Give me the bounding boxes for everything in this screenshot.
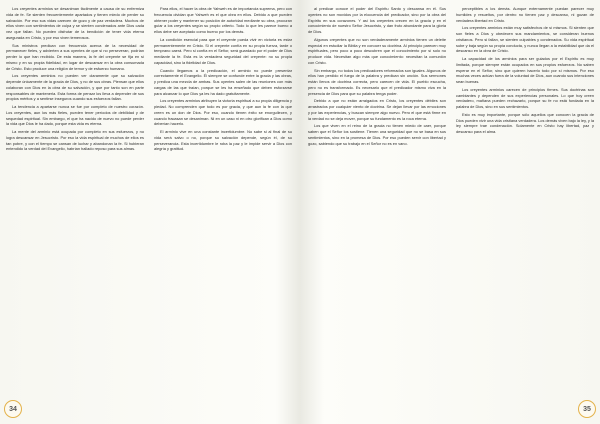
right-page	[308, 6, 594, 418]
paragraph: Debido a que no están arraigados en Cristo, los creyentes débiles son arrastrados por cualquier viento de doctrina. Se dejan llevar por las emociones y por las experiencias, y buscan siempre algo nuevo. Pero el que está firme en la verdad no se deja mover, porque su fundamento es la roca eterna.	[308, 98, 446, 121]
paragraph: Los que viven en el reino de la gracia no tienen miedo de caer, porque saben que el Señor los sostiene. Tienen una seguridad que no se basa en sus sentimientos, sino en la promesa de Dios. Por eso pueden servir con libertad y gozo, sabiendo que su trabajo en el Señor no es en vano.	[308, 123, 446, 146]
paragraph: al predicar conoce el poder del Espíritu Santo y descansa en él. Sus oyentes no son movidos por la elocuencia del predicador, sino por la obra del Espíritu en sus corazones. Y así los creyentes crecen en la gracia y en el conocimiento de nuestro Señor Jesucristo, y dan fruto abundante para la gloria de Dios.	[308, 6, 446, 34]
paragraph: La tendencia a apartarse nunca se fue por completo de nuestro corazón. Los creyentes, aun los más fieles, pueden tener períodos de debilidad y de sequedad espiritual. Sin embargo, el que ha nacido de nuevo no puede perder la vida que Dios le ha dado, porque esta vida es eterna.	[6, 104, 144, 127]
paragraph: Sin embargo, no todos los predicadores reformados son iguales. Algunos de ellos han perdido el fuego de la palabra y predican sin unción. Sus sermones están llenos de doctrina correcta, pero carecen de vida. El pueblo escucha, pero no es transformado. Es necesario que el predicador mismo viva en la presencia de Dios para que su palabra tenga poder.	[308, 67, 446, 96]
paragraph: Esto es muy importante, porque sólo aquellos que conocen la gracia de Dios pueden vivir una vida cristiana verdadera. Los demás viven bajo la ley, y la ley siempre trae condenación. Solamente en Cristo hay libertad, paz y descanso para el alma.	[456, 111, 594, 134]
paragraph: Los creyentes arminios no pueden ver claramente que su salvación depende únicamente de la gracia de Dios, y no de sus obras. Piensan que ellos colaboran con Dios en la obra de su salvación, y que por tanto son en parte responsables de mantenerla. Esta forma de pensar los lleva a depender de sus propios méritos y a sentirse inseguros cuando sus esfuerzos fallan.	[6, 73, 144, 102]
paragraph: Sus ministros predican con frecuencia acerca de la necesidad de permanecer fieles, y advierten a sus oyentes de que si no perseveran, podrían perder lo que han recibido. De esta manera, la fe del creyente se fija en sí mismo y en su propia fidelidad, en lugar de descansar en la obra consumada de Cristo. Esto produce una religión de temor y de esfuerzo humano.	[6, 42, 144, 71]
paragraph: Los creyentes arminios se desaniman fácilmente a causa de su enfermiza vida de fe. Se sienten frecuentemente apartados y tienen miedo de perder su salvación. Por eso sus vidas carecen de gozo y de paz verdadera. Muchos de ellos viven con sentimientos de culpa y se sienten condenados ante Dios cada vez que fallan. No pueden disfrutar de la bendición de tener vida eterna asegurada en Cristo, y por eso viven temerosos.	[6, 6, 144, 40]
paragraph: La capacidad de los arminios para ser guiados por el Espíritu es muy limitada, porque siempre están ocupados en sus propios esfuerzos. No saben esperar en el Señor, sino que quieren hacerlo todo por sí mismos. Por eso muchas veces actúan fuera de la voluntad de Dios, aun cuando sus intenciones sean buenas.	[456, 56, 594, 84]
right-column-1	[308, 6, 446, 418]
left-column-1	[6, 6, 144, 418]
paragraph: Para ellos, el hacer la obra de Yahweh es de importancia suprema, pero con frecuencia olvidan que Yahweh es el que obra en ellos. Debido a que pueden obtener poder y mantener su posición de autoridad mediante su obra, procuran guiar a los creyentes según su propio criterio. Todo lo que les parece bueno a ellos debe ser aceptado como bueno por los demás.	[154, 6, 292, 34]
paragraph: Los creyentes arminios atribuyen la victoria espiritual a su propia diligencia y piedad. No comprenden que todo es por gracia, y que aun la fe con la que creen es un don de Dios. Por eso, cuando tienen éxito se enorgullecen, y cuando fracasan se desaniman. Ni en un caso ni en otro glorifican a Dios como deberían hacerlo.	[154, 98, 292, 127]
right-column-2	[456, 6, 594, 418]
page-number-left: 34	[4, 400, 22, 418]
paragraph: Los creyentes arminios están muy satisfechos de sí mismos. Si sienten que son fieles a Dios y obedecen sus mandamientos, se consideran buenos cristianos. Pero si fallan, se sienten culpables y condenados. Su vida espiritual sube y baja según su propia conducta, y nunca llegan a la estabilidad que da el descanso en la obra de Cristo.	[456, 25, 594, 54]
paragraph: Los creyentes arminios carecen de principios firmes. Sus doctrinas son cambiantes y dependen de sus experiencias personales. Lo que hoy creen verdadero, mañana pueden rechazarlo, porque su fe no está fundada en la palabra de Dios, sino en sus sentimientos.	[456, 86, 594, 109]
paragraph: La condición esencial para que el creyente pueda vivir en victoria es estar permanentemente en Cristo. Si el creyente confía en su propia fuerza, tarde o temprano caerá. Pero si confía en el Señor, será guardado por el poder de Dios mediante la fe. Esta es la verdadera seguridad del creyente: no su propia capacidad, sino la fidelidad de Dios.	[154, 36, 292, 65]
paragraph: Algunos creyentes que no son verdaderamente arminios tienen un deleite especial en estudiar la Biblia y en conocer su doctrina. Al principio parecen muy espirituales, pero poco a poco descubren que el conocimiento por sí solo no produce vida. Necesitan algo más que conocimiento: necesitan la comunión con Cristo.	[308, 36, 446, 65]
paragraph: perceptibles a los demás. Aunque externamente puedan parecer muy humildes y resueltos, por dentro no tienen paz y descanso, ni gozan de verdadera libertad en Cristo.	[456, 6, 594, 23]
page-number-right: 35	[578, 400, 596, 418]
paragraph: La mente del arminio está ocupada por completo en sus esfuerzos, y no logra descansar en Jesucristo. Por eso la vida espiritual de muchos de ellos es tan pobre, y con el tiempo se cansan de luchar y abandonan la fe. Si hubieran entendido la verdad del Evangelio, habrían hallado reposo para sus almas.	[6, 129, 144, 152]
left-column-2	[154, 6, 292, 418]
paragraph: El arminio vive en una constante incertidumbre. No sabe si al final de su vida será salvo o no, porque su salvación depende, según él, de su perseverancia. Esta incertidumbre le roba la paz y le impide servir a Dios con alegría y gratitud.	[154, 129, 292, 152]
paragraph: Cuando llegamos a la predicación, el arminio no puede presentar correctamente el Evangelio. Él siempre se confunde entre la gracia y las obras, y predica una mezcla de ambas. Sus oyentes salen de las reuniones con más cargas de las que traían, porque se les ha enseñado que deben esforzarse para alcanzar lo que Dios ya les ha dado gratuitamente.	[154, 67, 292, 96]
left-page	[6, 6, 292, 418]
